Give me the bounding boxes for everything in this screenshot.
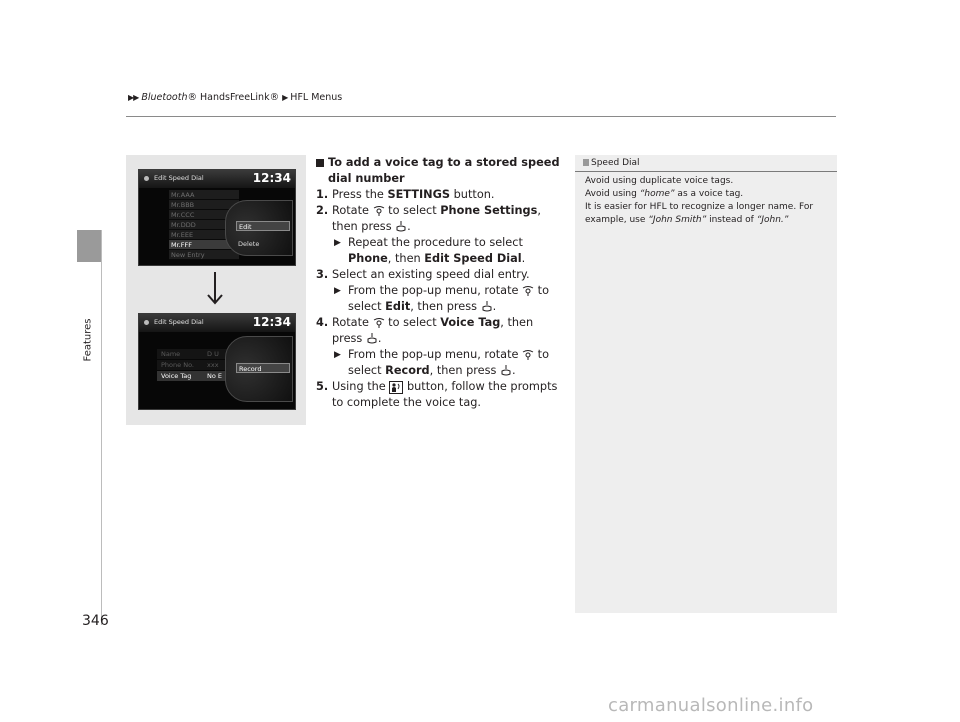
field-value: No E [207, 372, 223, 380]
list-item: Mr.DDD [169, 220, 239, 230]
edit-speed-dial-screen-entry [138, 313, 296, 410]
rotate-knob-icon [373, 205, 385, 217]
list-item: Mr.CCC [169, 210, 239, 220]
section-tab-marker [77, 230, 101, 262]
step-text: From the pop-up menu, rotate [348, 348, 523, 361]
instructions [316, 155, 561, 411]
step-text: Press the [332, 188, 388, 201]
field-label: Name [161, 350, 181, 358]
breadcrumb-arrows: ▶▶ [128, 93, 139, 102]
field-label: Voice Tag [161, 372, 192, 380]
note-marker-icon [583, 159, 589, 166]
screen-title-bar [139, 314, 295, 332]
press-knob-icon [500, 365, 512, 377]
breadcrumb-separator: ▶ [282, 93, 288, 102]
header-divider [126, 116, 836, 117]
note-italic: “John.” [756, 215, 789, 225]
step-3-sub [316, 283, 561, 315]
note-text: instead of [706, 215, 757, 225]
sidebar-note [575, 155, 837, 613]
heading-text: To add a voice tag to a stored speed dial number [328, 156, 560, 185]
watermark: carmanualsonline.info [608, 695, 814, 716]
note-text: Avoid using [585, 189, 640, 199]
breadcrumb [128, 92, 342, 103]
press-knob-icon [366, 333, 378, 345]
step-text: , then press [332, 316, 534, 345]
list-item: Mr.BBB [169, 200, 239, 210]
list-item: Mr.EEE [169, 230, 239, 240]
step-bold: Phone [348, 252, 388, 265]
field-value: D U [207, 350, 219, 358]
page-number: 346 [82, 613, 109, 629]
press-knob-icon [481, 301, 493, 313]
step-text: . [377, 332, 382, 345]
step-number: 1. [316, 188, 329, 201]
title-dot-icon [144, 176, 149, 181]
step-5 [316, 379, 561, 411]
rotate-knob-icon [373, 317, 385, 329]
note-line: Avoid using duplicate voice tags. [585, 176, 734, 186]
field-label: Phone No. [161, 361, 194, 369]
note-text: as a voice tag. [674, 189, 744, 199]
sub-arrow-icon: ▶ [334, 238, 341, 248]
sub-arrow-icon: ▶ [334, 286, 341, 296]
step-bold: Record [385, 364, 430, 377]
screen-clock: 12:34 [252, 171, 291, 185]
note-title [583, 158, 640, 168]
section-label [78, 300, 98, 380]
step-3 [316, 267, 561, 283]
step-text: to select [388, 316, 441, 329]
rotate-knob-icon [522, 349, 534, 361]
screen-clock: 12:34 [252, 315, 291, 329]
popup-menu [225, 336, 293, 402]
step-bold: SETTINGS [387, 188, 451, 201]
talk-button-icon [389, 381, 403, 394]
section-label-text: Features [82, 318, 94, 362]
step-bold: Voice Tag [440, 316, 501, 329]
step-text: . [407, 220, 411, 233]
popup-item-delete: Delete [238, 240, 260, 248]
step-number: 2. [316, 204, 329, 217]
note-italic: “home” [639, 189, 675, 199]
step-1 [316, 187, 561, 203]
note-line [585, 201, 830, 227]
list-item: Mr.AAA [169, 190, 239, 200]
note-text: It is easier for HFL to recognize a longer name. For example, use [585, 202, 814, 225]
note-title-text[interactable]: Speed Dial [591, 158, 640, 168]
step-text: , then press [429, 364, 500, 377]
popup-item-record: Record [236, 363, 290, 373]
side-divider [101, 230, 102, 625]
step-text: to select [388, 204, 441, 217]
step-text: From the pop-up menu, rotate [348, 284, 523, 297]
edit-speed-dial-screen-list [138, 169, 296, 266]
screen-title-bar [139, 170, 295, 188]
list-item-selected: Mr.FFF [169, 240, 239, 250]
list-item: New Entry [169, 250, 239, 260]
sub-arrow-icon: ▶ [334, 350, 341, 360]
screen-title: Edit Speed Dial [154, 174, 204, 182]
press-knob-icon [395, 221, 407, 233]
popup-menu [225, 200, 293, 256]
step-2 [316, 203, 561, 235]
note-italic: “John Smith” [648, 215, 707, 225]
step-number: 3. [316, 268, 329, 281]
step-text: button, follow the prompts to complete the voice tag. [332, 380, 558, 409]
step-number: 4. [316, 316, 329, 329]
note-divider [575, 171, 837, 172]
step-bold: Phone Settings [440, 204, 538, 217]
step-4-sub [316, 347, 561, 379]
breadcrumb-hfl[interactable]: ® HandsFreeLink® [187, 92, 280, 103]
step-bold: Edit Speed Dial [424, 252, 522, 265]
step-text: button. [450, 188, 495, 201]
field-value: xxx [207, 361, 219, 369]
screen-title: Edit Speed Dial [154, 318, 204, 326]
breadcrumb-hfl-menus[interactable]: HFL Menus [290, 92, 343, 103]
step-text: , then press [410, 300, 481, 313]
step-text: to select [348, 348, 549, 377]
step-4 [316, 315, 561, 347]
step-text: . [512, 364, 516, 377]
step-bold: Edit [385, 300, 411, 313]
square-bullet-icon [316, 159, 324, 167]
note-line [585, 188, 830, 201]
step-text: , then press [332, 204, 541, 233]
step-text: . [492, 300, 497, 313]
rotate-knob-icon [522, 285, 534, 297]
step-2-sub [316, 235, 561, 267]
note-body [585, 175, 830, 227]
step-text: to select [348, 284, 549, 313]
step-text: Using the [332, 380, 390, 393]
step-text: . [521, 252, 526, 265]
screen-illustration [126, 155, 306, 425]
breadcrumb-bluetooth[interactable]: Bluetooth [141, 92, 188, 103]
section-heading [316, 155, 561, 187]
popup-item-edit: Edit [236, 221, 290, 231]
title-dot-icon [144, 320, 149, 325]
step-text: Select an existing speed dial entry. [332, 268, 530, 281]
step-text: , then [387, 252, 425, 265]
step-text: Repeat the procedure to select [348, 236, 523, 249]
down-arrow-icon [203, 270, 227, 306]
step-number: 5. [316, 380, 329, 393]
step-text: Rotate [332, 204, 373, 217]
step-text: Rotate [332, 316, 373, 329]
